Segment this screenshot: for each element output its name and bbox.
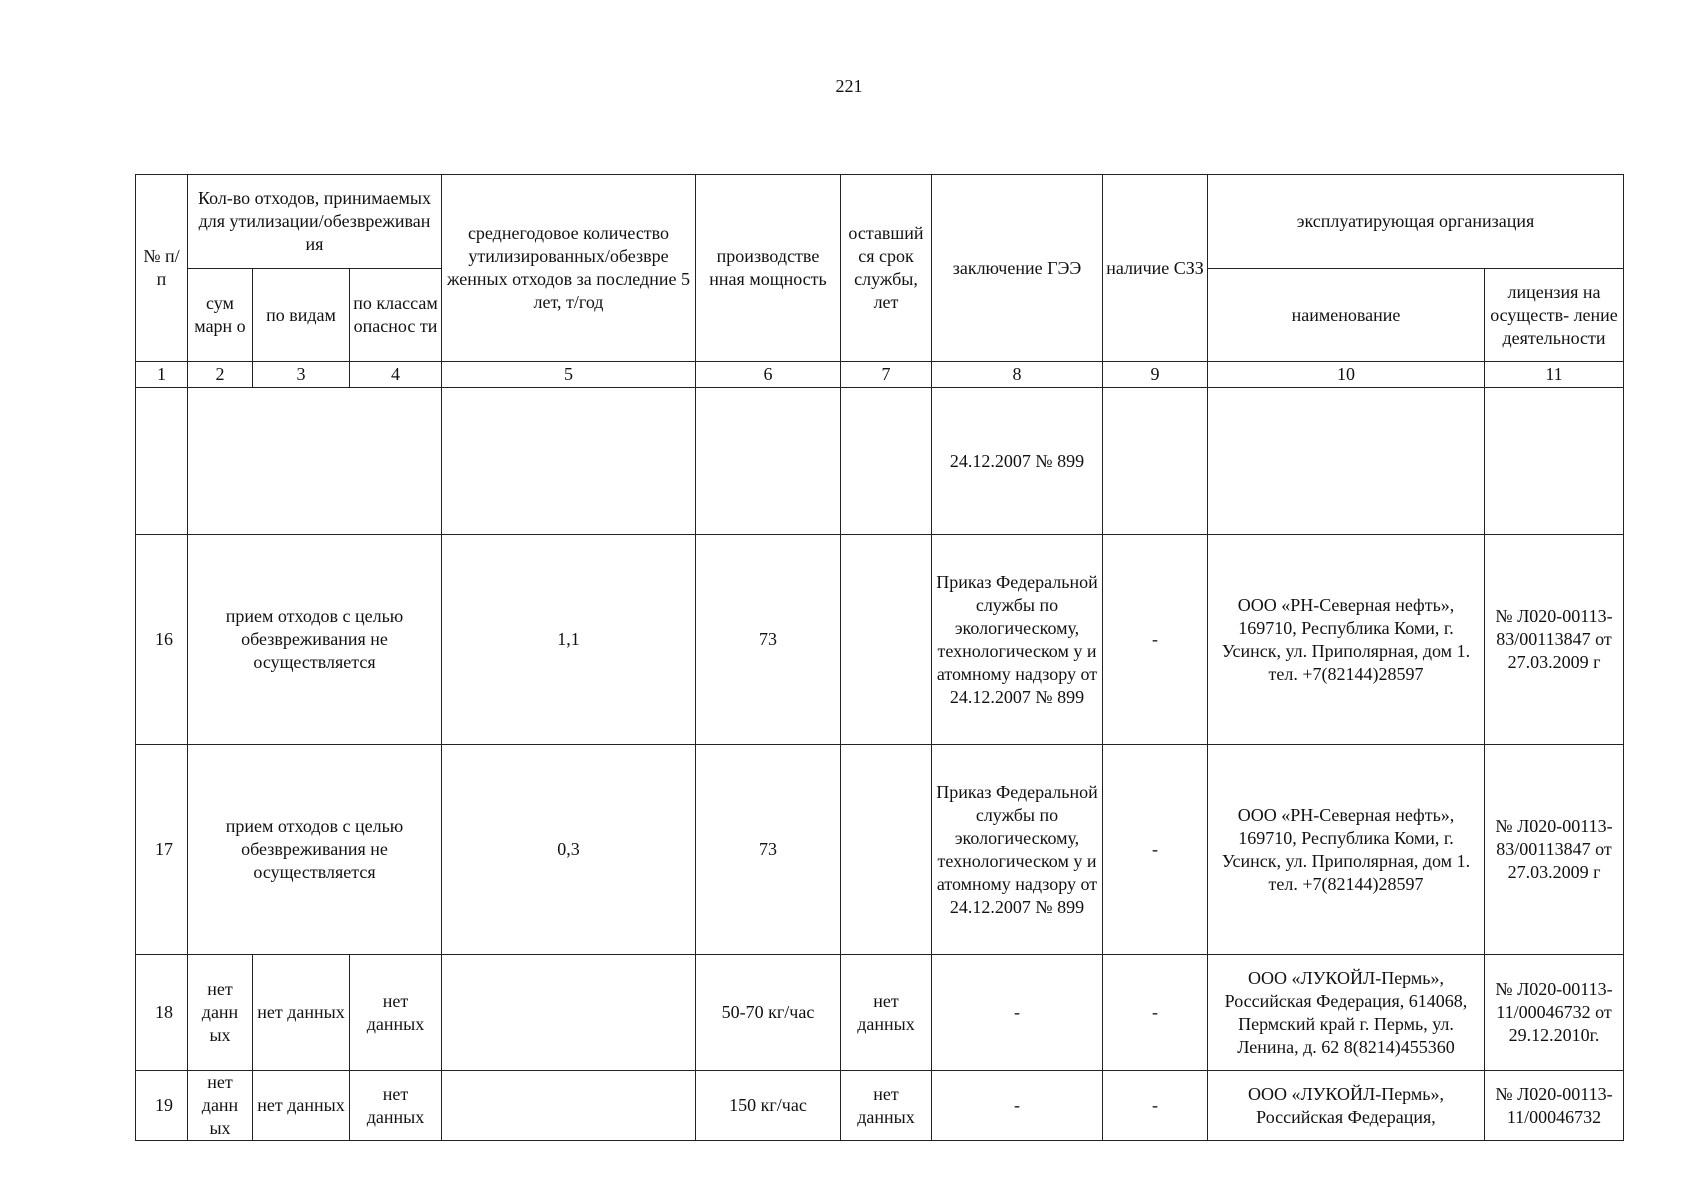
capacity-cell: 150 кг/час xyxy=(696,1071,841,1141)
header-remaining: оставший ся срок службы, лет xyxy=(841,175,932,362)
avg-cell xyxy=(442,955,696,1071)
table-row xyxy=(136,955,1624,1071)
qty-types-cell: нет данных xyxy=(253,1071,350,1141)
header-org-name: наименование xyxy=(1208,269,1485,362)
remaining-cell xyxy=(841,745,932,955)
column-number-row xyxy=(136,362,1624,388)
header-org-group: эксплуатирующая организация xyxy=(1208,175,1624,269)
header-num: № п/п xyxy=(136,175,188,362)
gee-cell: 24.12.2007 № 899 xyxy=(932,388,1103,535)
header-capacity: производстве нная мощность xyxy=(696,175,841,362)
column-number: 8 xyxy=(932,362,1103,388)
header-szz: наличие СЗЗ xyxy=(1103,175,1208,362)
capacity-cell: 73 xyxy=(696,745,841,955)
gee-cell: Приказ Федеральной службы по экологическому, технологическом у и атомному надзору от 24.12.2007 № 899 xyxy=(932,745,1103,955)
header-avg: среднегодовое количество утилизированных/обезвре женных отходов за последние 5 лет, т/год xyxy=(442,175,696,362)
qty-total-cell: нет данн ых xyxy=(188,955,253,1071)
column-number: 6 xyxy=(696,362,841,388)
column-number: 7 xyxy=(841,362,932,388)
qty-types-cell: нет данных xyxy=(253,955,350,1071)
header-qty-group: Кол-во отходов, принимаемых для утилизации/обезвреживан ия xyxy=(188,175,442,269)
avg-cell xyxy=(442,1071,696,1141)
license-cell: № Л020-00113-83/00113847 от 27.03.2009 г xyxy=(1485,745,1624,955)
row-number: 16 xyxy=(136,535,188,745)
qty-classes-cell: нет данных xyxy=(350,955,442,1071)
header-org-license: лицензия на осуществ- ление деятельности xyxy=(1485,269,1624,362)
gee-cell: - xyxy=(932,1071,1103,1141)
column-number: 4 xyxy=(350,362,442,388)
org-name-cell: ООО «ЛУКОЙЛ-Пермь», Российская Федерация, xyxy=(1208,1071,1485,1141)
header-row-1 xyxy=(136,175,1624,269)
table-row xyxy=(136,388,1624,535)
column-number: 3 xyxy=(253,362,350,388)
license-cell: № Л020-00113-11/00046732 xyxy=(1485,1071,1624,1141)
column-number: 1 xyxy=(136,362,188,388)
gee-cell: Приказ Федеральной службы по экологическому, технологическом у и атомному надзору от 24.12.2007 № 899 xyxy=(932,535,1103,745)
header-qty-classes: по классам опаснос ти xyxy=(350,269,442,362)
waste-facilities-table xyxy=(135,174,1624,1141)
avg-cell: 0,3 xyxy=(442,745,696,955)
gee-cell: - xyxy=(932,955,1103,1071)
column-number: 11 xyxy=(1485,362,1624,388)
note-cell: прием отходов с целью обезвреживания не осуществляется xyxy=(188,535,442,745)
row-number: 18 xyxy=(136,955,188,1071)
avg-cell: 1,1 xyxy=(442,535,696,745)
column-number: 5 xyxy=(442,362,696,388)
header-qty-types: по видам xyxy=(253,269,350,362)
remaining-cell xyxy=(841,535,932,745)
capacity-cell: 50-70 кг/час xyxy=(696,955,841,1071)
column-number: 2 xyxy=(188,362,253,388)
qty-total-cell: нет данн ых xyxy=(188,1071,253,1141)
org-name-cell: ООО «ЛУКОЙЛ-Пермь», Российская Федерация, 614068, Пермский край г. Пермь, ул. Ленина, д. 62 8(8214)455360 xyxy=(1208,955,1485,1071)
page-number: 221 xyxy=(835,76,863,96)
note-cell: прием отходов с целью обезвреживания не осуществляется xyxy=(188,745,442,955)
column-number: 10 xyxy=(1208,362,1485,388)
row-number: 19 xyxy=(136,1071,188,1141)
szz-cell: - xyxy=(1103,955,1208,1071)
header-gee: заключение ГЭЭ xyxy=(932,175,1103,362)
table-row xyxy=(136,1071,1624,1141)
remaining-cell: нет данных xyxy=(841,1071,932,1141)
header-qty-total: сум марн о xyxy=(188,269,253,362)
szz-cell: - xyxy=(1103,745,1208,955)
org-name-cell: ООО «РН-Северная нефть», 169710, Республика Коми, г. Усинск, ул. Приполярная, дом 1. тел. +7(82144)28597 xyxy=(1208,535,1485,745)
column-number: 9 xyxy=(1103,362,1208,388)
szz-cell: - xyxy=(1103,1071,1208,1141)
org-name-cell: ООО «РН-Северная нефть», 169710, Республика Коми, г. Усинск, ул. Приполярная, дом 1. тел. +7(82144)28597 xyxy=(1208,745,1485,955)
qty-classes-cell: нет данных xyxy=(350,1071,442,1141)
capacity-cell: 73 xyxy=(696,535,841,745)
remaining-cell: нет данных xyxy=(841,955,932,1071)
table-row xyxy=(136,745,1624,955)
license-cell: № Л020-00113-11/00046732 от 29.12.2010г. xyxy=(1485,955,1624,1071)
szz-cell: - xyxy=(1103,535,1208,745)
table-row xyxy=(136,535,1624,745)
license-cell: № Л020-00113-83/00113847 от 27.03.2009 г xyxy=(1485,535,1624,745)
row-number: 17 xyxy=(136,745,188,955)
